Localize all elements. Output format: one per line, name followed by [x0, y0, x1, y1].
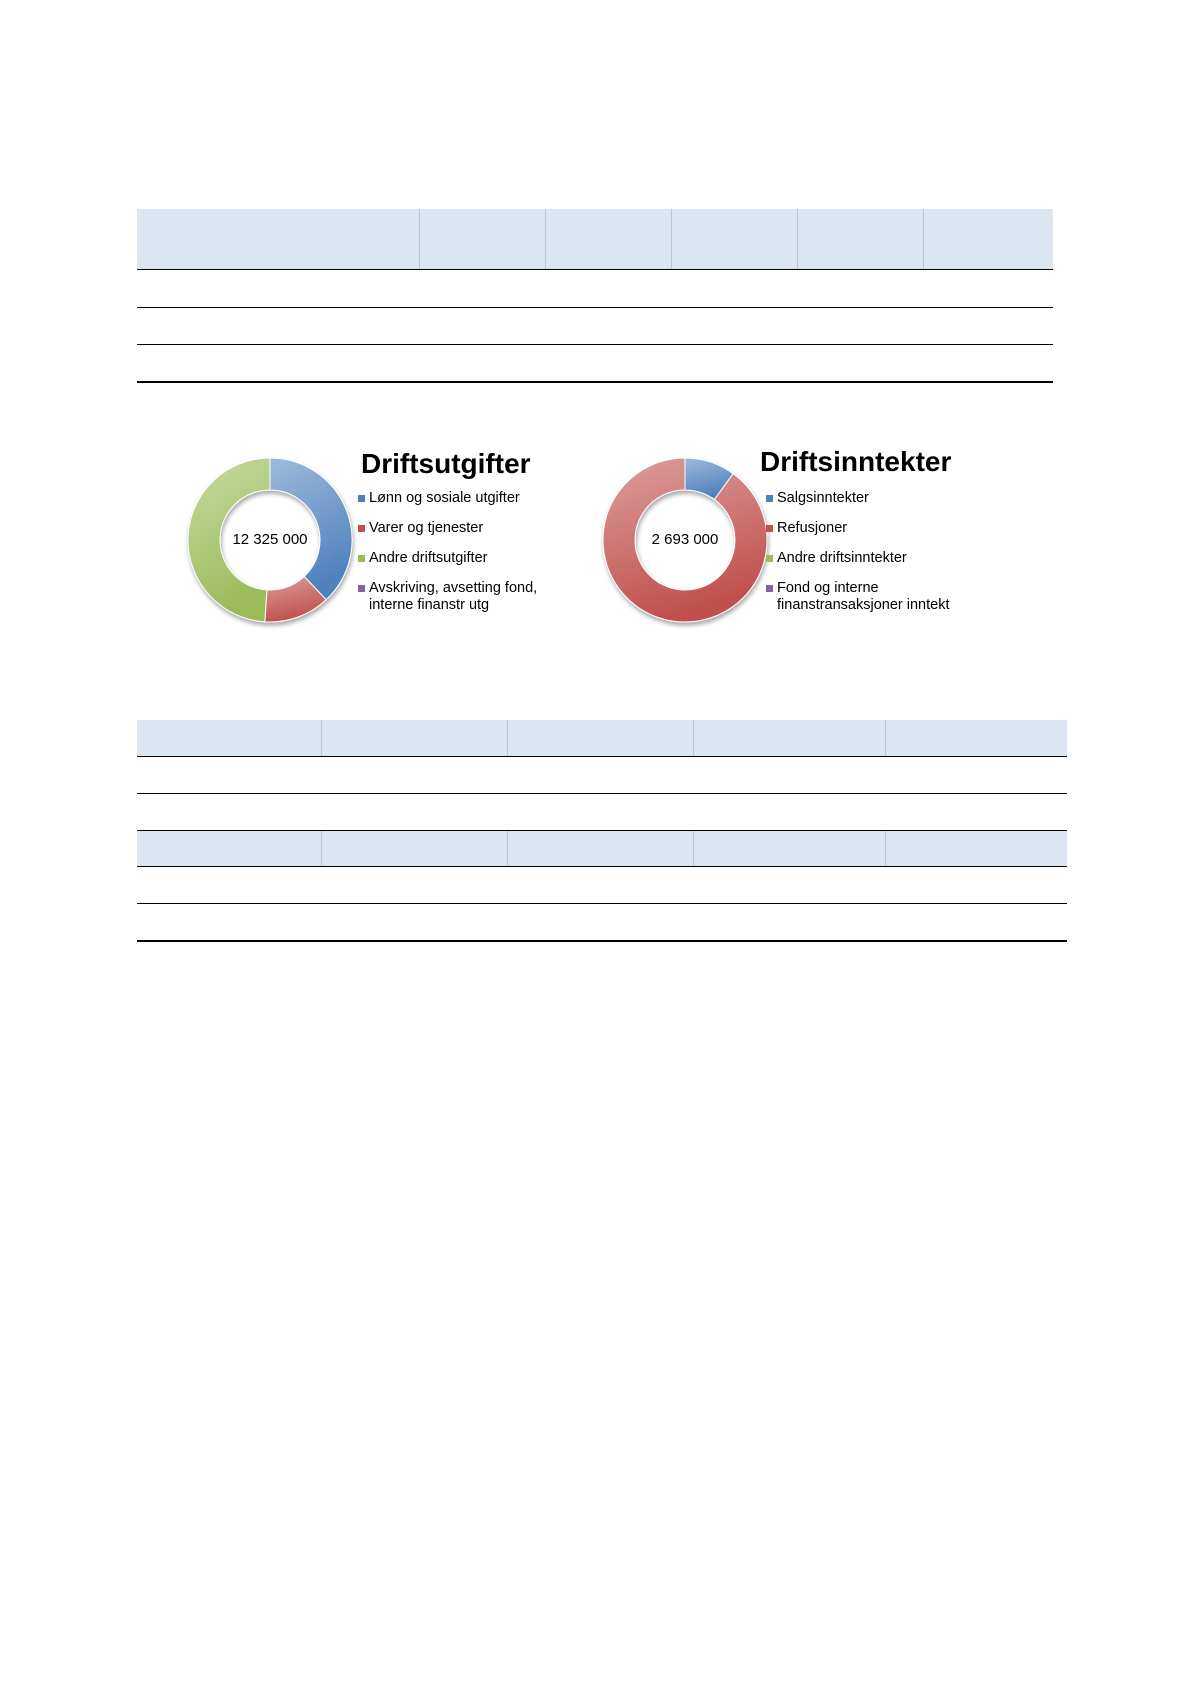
center-label: 2 693 000 — [651, 531, 719, 548]
table-rule — [137, 940, 1067, 942]
header-divider — [321, 720, 322, 756]
header-divider — [507, 830, 508, 866]
legend — [358, 490, 578, 640]
header-divider — [693, 720, 694, 756]
table-rule — [137, 866, 1067, 867]
header-divider — [885, 720, 886, 756]
table-rule — [137, 381, 1053, 383]
header-divider — [797, 209, 798, 269]
chart-driftsutgifter — [175, 440, 575, 640]
table-rule — [137, 793, 1067, 794]
legend-label: Refusjoner — [777, 520, 848, 536]
donut-slice — [270, 458, 352, 600]
header-divider — [923, 209, 924, 269]
legend-swatch — [358, 585, 365, 592]
bottom-table-header — [137, 720, 1067, 756]
table-rule — [137, 344, 1053, 345]
legend-swatch — [358, 555, 365, 562]
top-table-header — [137, 209, 1053, 269]
legend-swatch — [358, 495, 365, 502]
bottom-table-subheader — [137, 830, 1067, 866]
header-divider — [321, 830, 322, 866]
legend-swatch — [766, 585, 773, 592]
top-table — [137, 209, 1053, 383]
legend-label: Varer og tjenester — [369, 520, 484, 536]
legend-label: Andre driftsinntekter — [777, 550, 907, 566]
header-divider — [419, 209, 420, 269]
table-rule — [137, 269, 1053, 270]
legend-label: Avskriving, avsetting fond, interne finanstr utg — [369, 580, 538, 613]
legend-swatch — [766, 495, 773, 502]
chart-driftsinntekter — [590, 440, 1010, 640]
table-rule — [137, 903, 1067, 904]
legend-swatch — [766, 555, 773, 562]
header-divider — [693, 830, 694, 866]
center-label: 12 325 000 — [232, 531, 308, 548]
header-divider — [507, 720, 508, 756]
legend-label: Andre driftsutgifter — [369, 550, 488, 566]
table-rule — [137, 307, 1053, 308]
chart-title: Driftsutgifter — [361, 448, 531, 479]
legend-swatch — [358, 525, 365, 532]
legend-label: Salgsinntekter — [777, 490, 869, 506]
legend-swatch — [766, 525, 773, 532]
header-divider — [671, 209, 672, 269]
header-divider — [885, 830, 886, 866]
legend-label: Lønn og sosiale utgifter — [369, 490, 520, 506]
bottom-table — [137, 720, 1067, 942]
table-rule — [137, 756, 1067, 757]
chart-title: Driftsinntekter — [760, 446, 952, 477]
header-divider — [545, 209, 546, 269]
legend — [766, 490, 1006, 640]
legend-label: Fond og interne finanstransaksjoner inntekt — [777, 580, 950, 613]
table-rule — [137, 830, 1067, 831]
